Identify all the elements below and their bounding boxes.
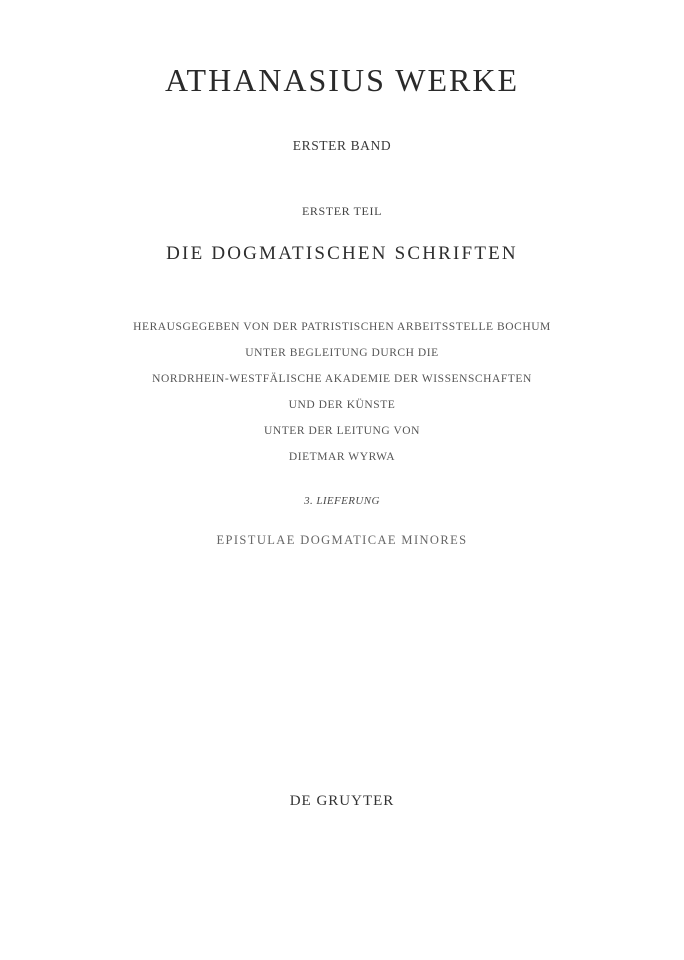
publisher-name: DE GRUYTER <box>289 793 395 809</box>
editor-line: NORDRHEIN-WESTFÄLISCHE AKADEMIE DER WISSENSCHAFTEN <box>152 373 532 385</box>
delivery-label: 3. LIEFERUNG <box>304 495 380 507</box>
editor-name: DIETMAR WYRWA <box>288 451 396 463</box>
editor-line: HERAUSGEGEBEN VON DER PATRISTISCHEN ARBEITSSTELLE BOCHUM <box>133 321 551 333</box>
volume-label: ERSTER BAND <box>292 138 392 153</box>
subtitle: DIE DOGMATISCHEN SCHRIFTEN <box>166 243 518 264</box>
editor-line: UNTER DER LEITUNG VON <box>263 425 421 437</box>
part-label: ERSTER TEIL <box>301 204 383 218</box>
series-title: EPISTULAE DOGMATICAE MINORES <box>216 533 468 547</box>
editor-line: UND DER KÜNSTE <box>288 399 396 411</box>
main-title: ATHANASIUS WERKE <box>164 62 520 98</box>
editor-line: UNTER BEGLEITUNG DURCH DIE <box>245 347 439 359</box>
